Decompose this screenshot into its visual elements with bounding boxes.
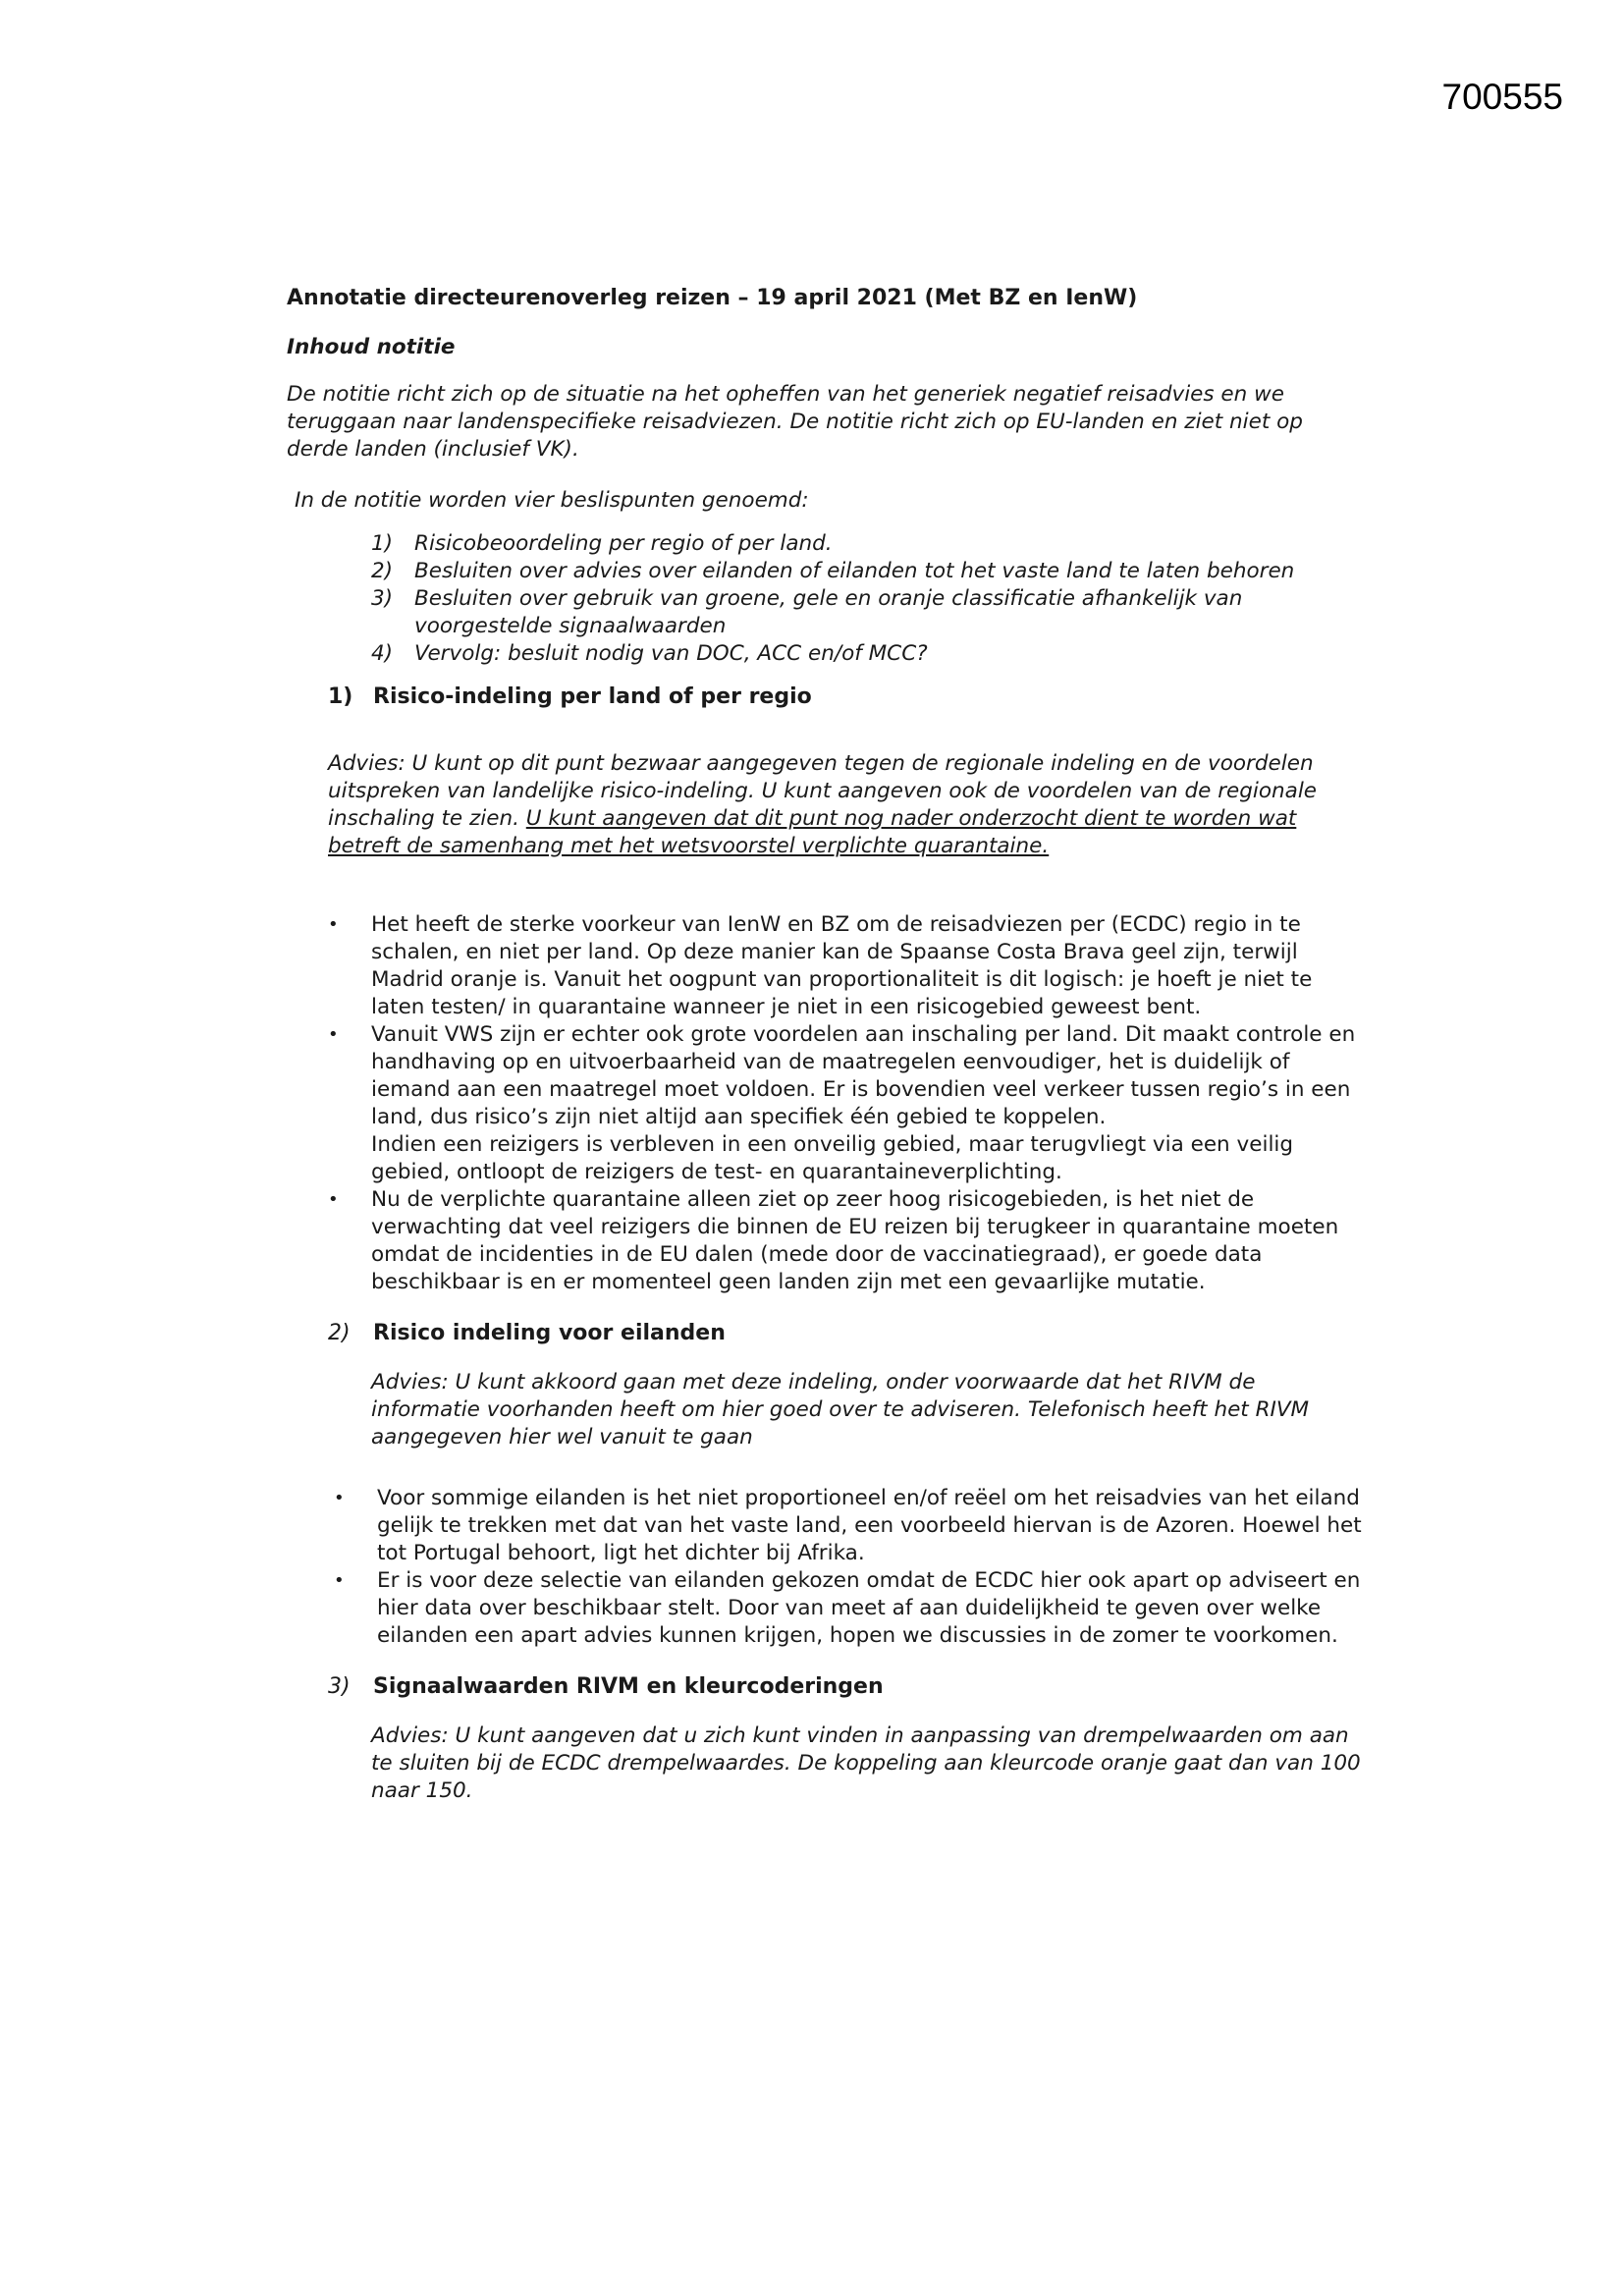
list-text: Besluiten over gebruik van groene, gele en oranje classificatie afhankelijk van voorgestelde signaalwaarden	[414, 586, 1243, 638]
document-title: Annotatie directeurenoverleg reizen – 19 april 2021 (Met BZ en IenW)	[287, 286, 1138, 310]
section-1-bullets	[328, 911, 1367, 1296]
bullet-text: Nu de verplichte quarantaine alleen ziet op zeer hoog risicogebieden, is het niet de verwachting dat veel reizigers die binnen de EU reizen bij terugkeer in quarantaine moeten omdat de incidenties in de EU dalen (mede door de vaccinatiegraad), er goede data beschikbaar is en er momenteel geen landen zijn met een gevaarlijke mutatie.	[371, 1187, 1339, 1294]
list-text: Risicobeoordeling per regio of per land.	[414, 531, 833, 556]
list-number: 2)	[371, 559, 394, 583]
list-item	[371, 585, 1367, 640]
section-number: 3)	[328, 1674, 351, 1699]
section-2-bullets	[334, 1485, 1367, 1650]
bullet-icon: •	[334, 1488, 345, 1508]
subheading-inhoud: Inhoud notitie	[287, 335, 456, 359]
list-text: Besluiten over advies over eilanden of eilanden tot het vaste land te laten behoren	[414, 559, 1295, 583]
section-number: 1)	[328, 684, 353, 709]
bullet-text-extra: Indien een reizigers is verbleven in een onveilig gebied, maar terugvliegt via een veilig gebied, ontloopt de reizigers de test- en quarantaineverplichting.	[371, 1132, 1294, 1184]
section-2-advice: Advies: U kunt akkoord gaan met deze indeling, onder voorwaarde dat het RIVM de informatie voorhanden heeft om hier goed over te adviseren. Telefonisch heeft het RIVM aangegeven hier wel vanuit te gaan	[371, 1370, 1310, 1449]
list-item	[371, 558, 1367, 585]
bullet-text: Voor sommige eilanden is het niet proportioneel en/of reëel om het reisadvies van het eiland gelijk te trekken met dat van het vaste land, een voorbeeld hiervan is de Azoren. Hoewel het tot Portugal behoort, ligt het dichter bij Afrika.	[377, 1486, 1362, 1565]
list-item	[328, 1186, 1367, 1296]
list-text: Vervolg: besluit nodig van DOC, ACC en/of MCC?	[414, 641, 928, 666]
advice-text: Advies: U kunt op dit punt bezwaar aangegeven tegen de regionale indeling en de voordelen uitspreken van landelijke risico-indeling. U kunt aangeven ook de voordelen van de regionale inschaling te zien.	[328, 751, 1318, 831]
section-2-heading	[328, 1320, 1367, 1347]
bullet-text: Er is voor deze selectie van eilanden gekozen omdat de ECDC hier ook apart op adviseert en hier data over beschikbaar stelt. Door van meet af aan duidelijkheid te geven over welke eilanden een apart advies kunnen krijgen, hopen we discussies in de zomer te voorkomen.	[377, 1568, 1361, 1648]
section-3-heading	[328, 1673, 1367, 1701]
section-3-advice: Advies: U kunt aangeven dat u zich kunt vinden in aanpassing van drempelwaarden om aan te sluiten bij de ECDC drempelwaardes. De koppeling aan kleurcode oranje gaat dan van 100 naar 150.	[371, 1723, 1361, 1803]
bullet-text-main: Vanuit VWS zijn er echter ook grote voordelen aan inschaling per land. Dit maakt controle en handhaving op en uitvoerbaarheid van de maatregelen eenvoudiger, het is duidelijk of iemand aan een maatregel moet voldoen. Er is bovendien veel verkeer tussen regio’s in een land, dus risico’s zijn niet altijd aan specifiek één gebied te koppelen.	[371, 1022, 1356, 1129]
list-number: 3)	[371, 586, 394, 611]
list-number: 4)	[371, 641, 394, 666]
section-title: Risico indeling voor eilanden	[373, 1321, 726, 1345]
bullet-icon: •	[328, 1024, 339, 1045]
list-number: 1)	[371, 531, 394, 556]
bullet-icon: •	[334, 1570, 345, 1591]
document-body	[287, 285, 1367, 1838]
list-item	[334, 1485, 1367, 1567]
bullet-icon: •	[328, 1189, 339, 1210]
intro-paragraph: De notitie richt zich op de situatie na het opheffen van het generiek negatief reisadvies en we teruggaan naar landenspecifieke reisadviezen. De notitie richt zich op EU-landen en ziet niet op derde landen (inclusief VK).	[287, 382, 1303, 462]
list-item	[371, 640, 1367, 668]
advice-underlined-text: U kunt aangeven dat dit punt nog nader onderzocht dient te worden wat betreft de samenhang met het wetsvoorstel verplichte quarantaine.	[328, 806, 1297, 858]
section-title: Risico-indeling per land of per regio	[373, 684, 812, 709]
document-number: 700555	[1441, 77, 1563, 117]
section-title: Signaalwaarden RIVM en kleurcoderingen	[373, 1674, 884, 1699]
decision-points-list	[287, 530, 1367, 668]
section-number: 2)	[328, 1321, 351, 1345]
section-1-advice	[328, 750, 1367, 860]
list-item	[328, 1021, 1367, 1186]
list-item	[371, 530, 1367, 558]
list-item	[328, 911, 1367, 1021]
bullet-icon: •	[328, 914, 339, 935]
bullet-text: Het heeft de sterke voorkeur van IenW en BZ om de reisadviezen per (ECDC) regio in te schalen, en niet per land. Op deze manier kan de Spaanse Costa Brava geel zijn, terwijl Madrid oranje is. Vanuit het oogpunt van proportionaliteit is dit logisch: je hoeft je niet te laten testen/ in quarantaine wanneer je niet in een risicogebied geweest bent.	[371, 912, 1313, 1019]
list-item	[334, 1567, 1367, 1650]
bullet-text	[371, 1021, 1367, 1186]
points-lead: In de notitie worden vier beslispunten genoemd:	[295, 488, 809, 513]
section-1-heading	[328, 683, 1367, 711]
